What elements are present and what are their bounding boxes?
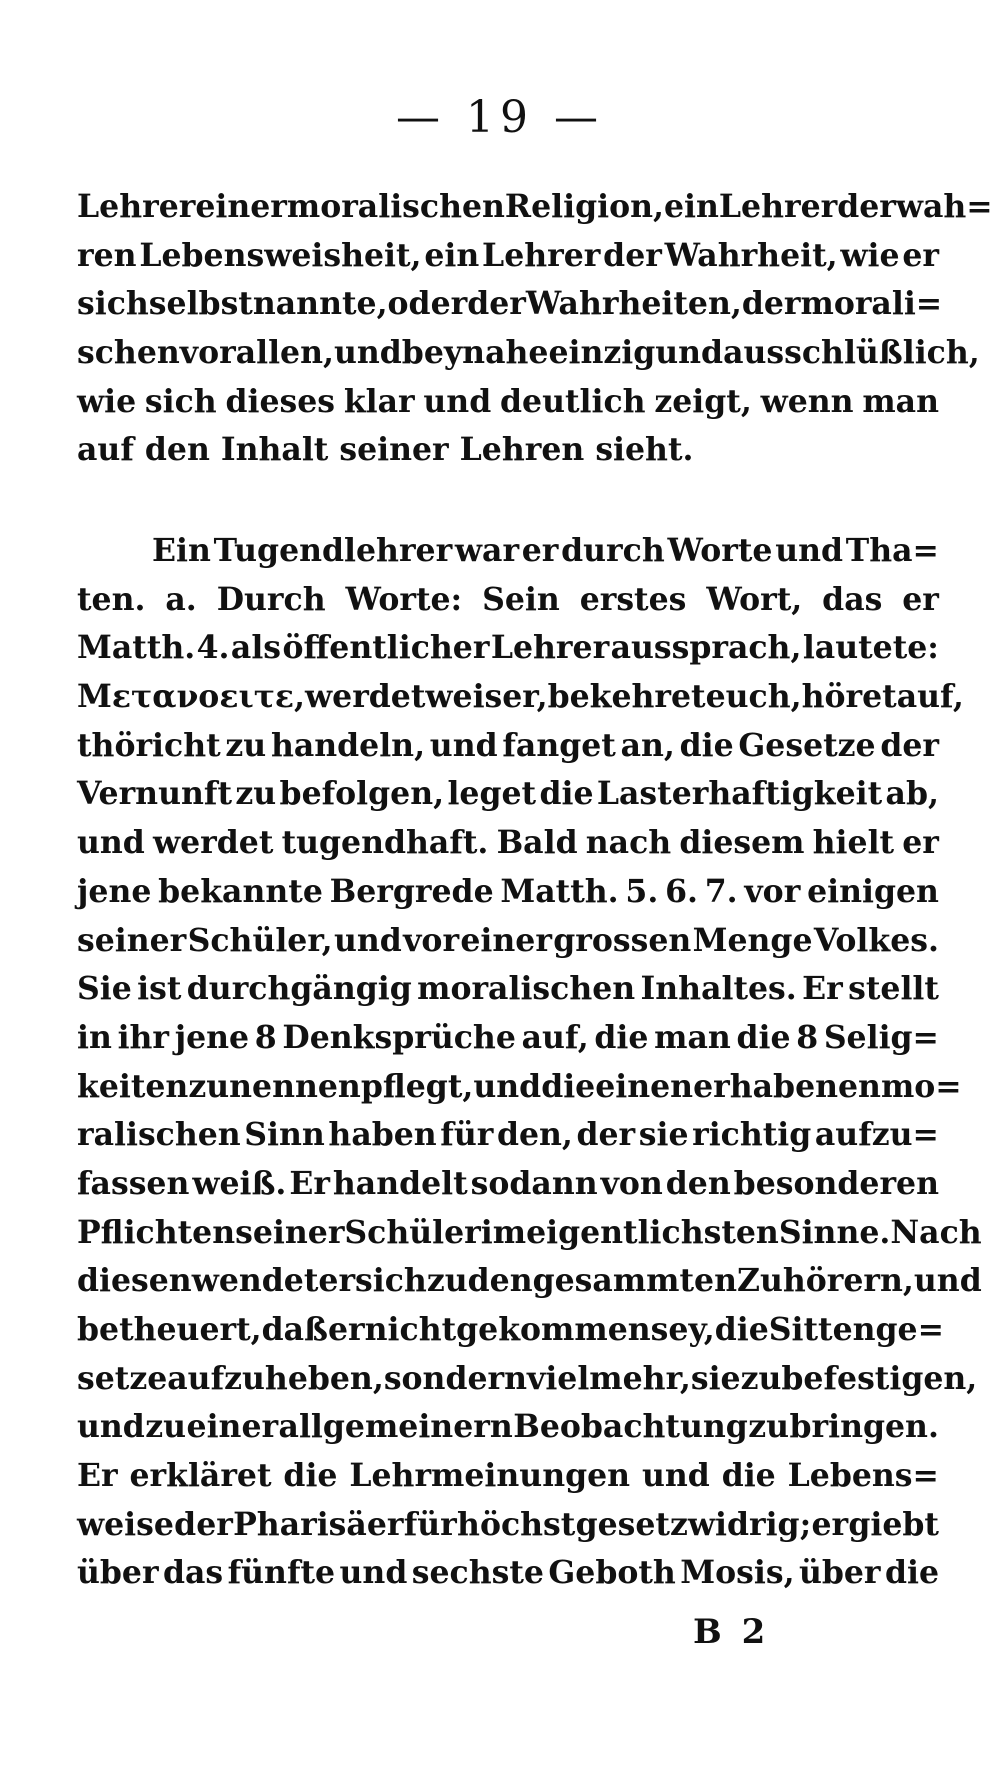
word: ein — [663, 188, 719, 225]
word: der — [576, 1116, 636, 1154]
word: eigentlichsten — [526, 1213, 779, 1251]
word: und — [641, 1457, 710, 1495]
word: und — [429, 726, 498, 764]
word: handeln, — [270, 726, 426, 764]
word: der — [837, 188, 896, 225]
word: Beobachtung — [513, 1408, 748, 1446]
word: Lehrer — [482, 236, 601, 274]
text-line — [77, 426, 939, 475]
text-line — [77, 280, 943, 329]
word: zu — [225, 726, 267, 764]
word: wie — [840, 236, 900, 274]
word: vor — [744, 872, 801, 910]
word: der — [741, 285, 801, 323]
text-line — [77, 378, 939, 427]
word: vor — [403, 921, 460, 959]
word: weiß. — [192, 1164, 287, 1202]
word: Zuhörern, — [736, 1262, 914, 1300]
word: allgemeinern — [278, 1408, 513, 1446]
word: Lebens= — [787, 1457, 939, 1495]
word: Lehren — [459, 431, 585, 469]
word: Sinne. — [778, 1213, 891, 1251]
word: die — [283, 1457, 338, 1495]
word: sich — [77, 285, 149, 323]
word: Worte: — [345, 580, 463, 618]
word: Sie — [77, 970, 132, 1008]
word: Inhalt — [220, 431, 329, 469]
word: leget — [447, 775, 537, 813]
word: Schüler, — [187, 921, 333, 959]
word: er — [811, 1505, 849, 1543]
text-line — [77, 965, 939, 1014]
word: erkläret — [129, 1457, 272, 1495]
word: ausschlüßlich, — [723, 334, 980, 372]
word: a. — [165, 580, 197, 618]
word: ab, — [885, 775, 939, 813]
word: pflegt, — [360, 1067, 474, 1105]
word: den, — [496, 1116, 573, 1154]
word: die — [679, 726, 734, 764]
word: und — [77, 824, 145, 862]
word: das — [163, 1554, 224, 1592]
word: Μετανοειτε, — [77, 678, 306, 716]
word: ren — [77, 236, 137, 274]
word: hielt — [812, 824, 895, 862]
word: Wahrheit, — [664, 236, 838, 274]
word: die — [714, 1311, 769, 1348]
word: wah= — [895, 188, 993, 225]
word: Lehrer — [718, 188, 838, 225]
word: für — [440, 1116, 494, 1154]
word: und — [473, 1067, 542, 1105]
word: einer — [195, 188, 287, 225]
word: der — [880, 726, 939, 764]
text-line — [77, 1111, 939, 1160]
text-line — [77, 1014, 939, 1063]
word: aufzu= — [814, 1116, 939, 1154]
text-line — [77, 673, 964, 722]
word: auf, — [896, 678, 964, 716]
word: Bald — [496, 824, 578, 862]
word: besonderen — [733, 1164, 939, 1202]
text-line — [77, 1549, 939, 1598]
word: Sinn — [244, 1116, 325, 1154]
word: allen, — [235, 334, 334, 372]
word: den — [467, 1262, 533, 1300]
word: nicht — [364, 1311, 457, 1348]
word: er — [902, 580, 939, 618]
word: werdet — [305, 678, 426, 716]
word: morali= — [800, 285, 943, 323]
text-line — [77, 1452, 939, 1501]
word: man — [654, 1018, 731, 1056]
page-header — [0, 92, 1000, 143]
word: ihr — [117, 1018, 170, 1056]
word: stellt — [848, 970, 939, 1008]
text-line — [77, 819, 939, 868]
word: Sein — [482, 580, 560, 618]
word: giebt — [848, 1505, 939, 1543]
word: Geboth — [548, 1554, 676, 1592]
text-line — [77, 1209, 982, 1258]
word: Tugendlehrer — [213, 532, 453, 569]
word: sieht. — [595, 431, 694, 469]
word: an, — [620, 726, 675, 764]
word: bekannte — [158, 872, 323, 910]
word: nannte, — [252, 285, 388, 323]
word: sich — [355, 1262, 427, 1300]
word: fanget — [502, 726, 616, 764]
word: Pharisäer — [233, 1505, 404, 1543]
word: Mosis, — [680, 1554, 795, 1592]
word: fassen — [77, 1164, 190, 1202]
word: beynahe — [401, 334, 549, 372]
text-line — [77, 624, 939, 673]
word: der — [603, 236, 662, 274]
word: Menge — [692, 921, 813, 959]
word: Inhaltes. — [640, 970, 797, 1008]
word: wenn — [760, 382, 854, 420]
word: den — [144, 431, 210, 469]
paragraph-2 — [77, 527, 982, 1598]
text-line — [77, 183, 993, 232]
word: oder — [387, 285, 468, 323]
word: moralischen — [417, 970, 636, 1008]
word: und — [423, 382, 492, 420]
word: Schüler — [344, 1213, 481, 1251]
text-line — [77, 917, 939, 966]
word: sey, — [650, 1311, 715, 1348]
word: handelt — [332, 1164, 468, 1202]
word: als — [230, 629, 282, 667]
word: setze — [77, 1359, 168, 1397]
word: sich — [144, 382, 217, 420]
word: gesammten — [532, 1262, 737, 1300]
word: Ein — [152, 532, 211, 569]
word: die — [594, 1018, 649, 1056]
word: höchst — [457, 1505, 576, 1543]
paragraph-1 — [77, 183, 993, 475]
word: Wahrheiten, — [525, 285, 742, 323]
text-line — [77, 329, 980, 378]
word: die — [721, 1457, 776, 1495]
word: tugendhaft. — [281, 824, 489, 862]
word: und — [339, 1554, 408, 1592]
word: selbst — [148, 285, 253, 323]
word: befestigen, — [781, 1359, 978, 1397]
word: man — [862, 382, 939, 420]
word: zu — [748, 1408, 790, 1446]
word: sondern — [383, 1359, 528, 1397]
word: Wort, — [706, 580, 803, 618]
word: Vernunft — [77, 775, 232, 813]
word: höret — [801, 678, 897, 716]
word: jene — [77, 872, 152, 910]
word: keiten — [77, 1067, 189, 1105]
word: Lehrer — [490, 629, 610, 667]
text-line — [77, 1306, 944, 1355]
word: in — [77, 1018, 112, 1056]
word: die — [884, 1554, 939, 1592]
word: über — [798, 1554, 881, 1592]
signature-mark: B 2 — [693, 1612, 770, 1652]
word: thöricht — [77, 726, 221, 764]
word: über — [77, 1554, 159, 1592]
word: betheuert, — [77, 1311, 262, 1348]
word: weise — [77, 1505, 174, 1543]
word: befolgen, — [279, 775, 445, 813]
word: Er — [802, 970, 843, 1008]
text-line — [77, 722, 939, 771]
word: nennen — [229, 1067, 361, 1105]
word: richtig — [692, 1116, 812, 1154]
word: er — [521, 532, 559, 569]
word: gesetzwidrig; — [575, 1505, 812, 1543]
word: aussprach, — [610, 629, 802, 667]
word: den — [665, 1164, 731, 1202]
word: zu — [426, 1262, 468, 1300]
word: Matth. — [500, 872, 619, 910]
word: erhabenen — [693, 1067, 881, 1105]
word: diesen — [77, 1262, 192, 1300]
word: erstes — [579, 580, 687, 618]
word: klar — [343, 382, 415, 420]
word: seiner — [77, 921, 187, 959]
word: 5. — [625, 872, 659, 910]
word: mo= — [880, 1067, 962, 1105]
word: Durch — [216, 580, 326, 618]
text-line — [77, 232, 939, 281]
word: Gesetze — [738, 726, 876, 764]
word: bekehret — [547, 678, 706, 716]
word: Lasterhaftigkeit — [596, 775, 883, 813]
word: und — [775, 532, 844, 569]
word: Matth. — [77, 629, 196, 667]
word: auf — [77, 431, 134, 469]
word: er — [328, 1311, 365, 1348]
word: werdet — [153, 824, 274, 862]
word: im — [480, 1213, 527, 1251]
word: Lebensweisheit, — [139, 236, 422, 274]
word: moralischen — [286, 188, 505, 225]
word: Nach — [890, 1213, 982, 1251]
word: zu — [145, 1408, 187, 1446]
word: weiser, — [425, 678, 548, 716]
word: Er — [77, 1457, 118, 1495]
word: wendet — [191, 1262, 319, 1300]
word: Denksprüche — [282, 1018, 516, 1056]
word: aufzuheben, — [167, 1359, 384, 1397]
word: dieses — [225, 382, 336, 420]
word: seiner — [235, 1213, 345, 1251]
word: Bergrede — [329, 872, 494, 910]
word: 7. — [704, 872, 738, 910]
text-line — [77, 1160, 939, 1209]
page-number: — 19 — — [396, 92, 604, 143]
word: wie — [77, 382, 137, 420]
word: grossen — [553, 921, 692, 959]
word: er — [902, 824, 939, 862]
word: von — [600, 1164, 663, 1202]
word: einigen — [807, 872, 939, 910]
text-line — [77, 1257, 982, 1306]
word: jene — [174, 1018, 250, 1056]
word: sechste — [411, 1554, 544, 1592]
word: und — [655, 334, 724, 372]
word: auf, — [521, 1018, 589, 1056]
word: Lehrmeinungen — [349, 1457, 631, 1495]
text-line — [77, 1501, 939, 1550]
word: Selig= — [823, 1018, 939, 1056]
word: das — [822, 580, 883, 618]
word: und — [913, 1262, 982, 1300]
word: Worte — [667, 532, 773, 569]
word: sie — [638, 1116, 689, 1154]
word: der — [174, 1505, 233, 1543]
word: die — [539, 775, 594, 813]
word: durch — [561, 532, 665, 569]
word: fünfte — [227, 1554, 336, 1592]
word: die — [736, 1018, 791, 1056]
word: lautete: — [802, 629, 939, 667]
text-line — [77, 576, 939, 625]
word: nach — [585, 824, 672, 862]
word: war — [454, 532, 520, 569]
word: vielmehr, — [527, 1359, 691, 1397]
text-line — [77, 868, 939, 917]
word: gekommen — [456, 1311, 651, 1348]
word: einzig — [548, 334, 656, 372]
word: haben — [328, 1116, 437, 1154]
word: ein — [424, 236, 480, 274]
word: ten. — [77, 580, 146, 618]
word: Religion, — [504, 188, 664, 225]
word: Pflichten — [77, 1213, 236, 1251]
word: 6. — [665, 872, 698, 910]
word: einen — [595, 1067, 694, 1105]
word: euch, — [705, 678, 802, 716]
text-line — [77, 770, 939, 819]
word: zu — [740, 1359, 782, 1397]
text-line — [77, 1403, 939, 1452]
word: Tha= — [845, 532, 939, 569]
text-line — [77, 1355, 978, 1404]
word: und — [333, 334, 402, 372]
word: 8 — [254, 1018, 277, 1056]
word: Lehrer — [77, 188, 196, 225]
word: und — [77, 1408, 145, 1446]
word: bringen. — [789, 1408, 939, 1446]
word: öffentlicher — [282, 629, 490, 667]
word: Volkes. — [813, 921, 939, 959]
word: sodann — [470, 1164, 598, 1202]
word: für — [403, 1505, 457, 1543]
word: zu — [188, 1067, 230, 1105]
word: schen — [77, 334, 180, 372]
word: einer — [460, 921, 552, 959]
word: daß — [261, 1311, 328, 1348]
word: ist — [137, 970, 182, 1008]
word: er — [902, 236, 939, 274]
word: seiner — [339, 431, 449, 469]
word: und — [333, 921, 402, 959]
word: 4. — [196, 629, 230, 667]
word: er — [318, 1262, 356, 1300]
word: die — [541, 1067, 596, 1105]
word: durchgängig — [186, 970, 412, 1008]
text-line — [77, 1063, 962, 1112]
word: 8 — [796, 1018, 819, 1056]
word: zeigt, — [654, 382, 752, 420]
word: der — [467, 285, 526, 323]
word: einer — [186, 1408, 279, 1446]
word: diesem — [679, 824, 805, 862]
word: Er — [289, 1164, 330, 1202]
text-line — [77, 527, 939, 576]
word: vor — [179, 334, 236, 372]
word: Sittenge= — [768, 1311, 944, 1348]
word: deutlich — [500, 382, 646, 420]
word: ralischen — [77, 1116, 241, 1154]
word: sie — [690, 1359, 741, 1397]
word: zu — [235, 775, 277, 813]
